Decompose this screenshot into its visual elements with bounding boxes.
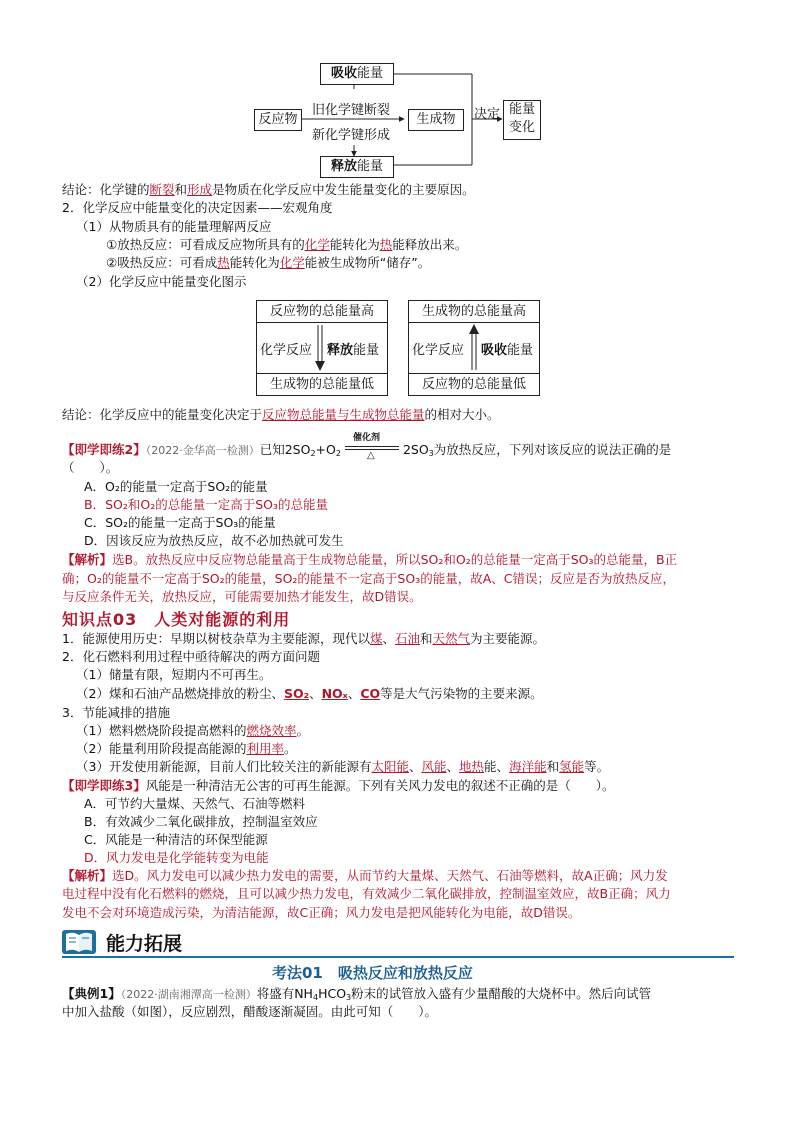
method-01-title: 考法01 吸热反应和放热反应 [272,964,473,982]
k03-line3b [76,741,297,757]
source: （2022·湖南湘潭高一检测） [120,988,257,1001]
practice-3-answer-3: 发电不会对环境造成污染，为清洁能源，故C正确；风力发电是把风能转化为电能，故D错误。 [62,905,581,920]
practice-3-question [62,778,614,794]
text: 。 [296,723,309,738]
text: +O [315,442,336,457]
knowledge-03-heading: 知识点03 人类对能源的利用 [62,610,291,629]
example-tag: 【典例1】 [62,986,121,1001]
practice-3-answer-2: 电过程中没有化石燃料的燃烧，且可以减少热力发电，有效减少二氧化碳排放，控制温室效应，故B正确；风力 [62,886,671,901]
old-bond-label: 旧化学键断裂 [312,103,391,118]
release-bold: 释放 [327,343,354,358]
reactant-low-label: 反应物的总能量低 [409,373,539,395]
text: 为放热反应，下列对该反应的说法正确的是 [433,442,672,457]
text: 能被生成物所“储存”。 [304,255,431,270]
text: 和 [174,182,188,197]
keyword: 煤 [369,631,383,646]
text: （3）开发使用新能源，目前人们比较关注的新能源有 [76,759,372,774]
k03-line3a [76,723,309,739]
text: 将盛有NH [256,986,313,1001]
text: HCO [318,986,347,1001]
heat-label: △ [366,449,375,461]
text: 能、 [484,759,510,774]
keyword: 地热 [459,759,485,774]
option-b: B．有效减少二氧化碳排放，控制温室效应 [84,814,318,829]
text: 结论：化学键的 [62,182,150,197]
text: 、 [309,686,322,701]
keyword: 天然气 [432,631,471,646]
k03-line2a: （1）储量有限，短期内不可再生。 [76,667,272,682]
text: 能释放出来。 [392,237,468,252]
practice-tag: 【即学即练2】 [62,442,146,457]
text: 和 [546,759,560,774]
keyword: 热 [379,237,393,252]
text: 等。 [584,759,610,774]
reactant-high-label: 反应物的总能量高 [257,301,387,323]
text: （2）能量利用阶段提高能源的 [76,741,247,756]
exothermic-definition [106,237,467,253]
endothermic-diagram [408,300,540,396]
section-2-sub1: （1）从物质具有的能量理解两反应 [76,219,272,234]
section-2-sub2: （2）化学反应中能量变化图示 [76,274,247,289]
keyword: 断裂 [149,182,175,197]
text: 。 [283,741,297,756]
keyword: 燃烧效率 [246,723,297,738]
catalyst-label: 催化剂 [352,432,380,443]
text: 已知2SO [259,442,311,457]
text: 选D。风力发电可以减少热力发电的需要，从而节约大量煤、天然气、石油等燃料，故A正确；风力发 [112,868,668,883]
option-a: A．O₂的能量一定高于SO₂的能量 [84,479,268,494]
conclusion-2 [62,407,500,423]
release-energy-label [327,339,379,358]
practice-2-blank: （ ）。 [62,460,119,475]
keyword: 形成 [187,182,213,197]
keyword: 太阳能 [371,759,409,774]
text: 、 [408,759,422,774]
down-arrow-icon [315,325,325,371]
ability-title: 能力拓展 [106,933,183,955]
option-c: C．风能是一种清洁的环保型能源 [84,832,268,847]
text: 为主要能源。 [470,631,546,646]
keyword: 石油 [395,631,421,646]
keyword: 风能 [421,759,447,774]
reaction-label: 化学反应 [260,343,313,358]
energy-change-box: 能量变化 [503,100,541,140]
text: ①放热反应：可看成反应物所具有的 [106,237,305,252]
up-arrow-icon [469,324,479,370]
keyword: 利用率 [246,741,284,756]
product-box: 生成物 [408,109,464,131]
text: 结论：化学反应中的能量变化决定于 [62,407,263,422]
text: 粉末的试管放入盛有少量醋酸的大烧杯中。然后向试管 [351,986,652,1001]
product-low-label: 生成物的总能量低 [257,373,387,395]
energy-label: 能量 [357,66,384,81]
k03-line2b [76,686,543,702]
energy-label: 能量 [357,159,384,174]
release-energy-box [320,156,394,178]
exothermic-diagram [256,300,388,396]
new-bond-label: 新化学键形成 [312,128,391,143]
text: ②吸热反应：可看成 [106,255,218,270]
decide-label: 决定 [474,107,501,122]
practice-3-answer-1 [62,868,668,884]
option-a: A．可节约大量煤、天然气、石油等燃料 [84,796,306,811]
keyword: 化学 [304,237,330,252]
keyword: CO [360,686,381,701]
text: 和 [420,631,433,646]
option-d: D．因该反应为放热反应，故不必加热就可发生 [84,533,344,548]
reaction-arrow [341,432,403,461]
absorb-energy-box [320,63,394,85]
option-d: D．风力发电是化学能转变为电能 [84,850,269,865]
energy-text: 能量 [353,343,380,358]
keyword: 热 [217,255,230,270]
absorb-bold: 吸收 [481,343,508,358]
energy-text: 能量 [507,343,534,358]
text: 、 [446,759,460,774]
endothermic-definition [106,255,430,271]
text: 、 [382,631,395,646]
k03-line1 [62,631,545,647]
text: 风能是一种清洁无公害的可再生能源。下列有关风力发电的叙述不正确的是（ ）。 [145,778,615,793]
k03-line3: 3．节能减排的措施 [62,705,170,720]
option-b: B．SO₂和O₂的总能量一定高于SO₃的总能量 [84,497,328,512]
answer-tag: 【解析】 [62,868,113,883]
keyword: SO₂ [283,686,310,701]
absorb-energy-label [481,339,533,358]
option-c: C．SO₂的能量一定高于SO₃的能量 [84,515,276,530]
text: 能转化为 [329,237,380,252]
reactant-box: 反应物 [254,109,302,131]
text: 是物质在化学反应中发生能量变化的主要原因。 [212,182,475,197]
book-icon [60,926,100,958]
practice-tag: 【即学即练3】 [62,778,146,793]
practice-2-question: 【即学即练2】（2022·金华高一检测）已知$2SO_2+O_2$ 催化剂 △ $2SO_3$为放热反应，下列对该反应的说法正确的是 [62,442,671,462]
practice-2-answer-2: 确；O₂的能量不一定高于SO₂的能量，SO₂的能量不一定高于SO₃的能量，故A、C错误；反应是否为放热反应， [62,571,675,586]
text: （2）煤和石油产品燃烧排放的粉尘、 [76,686,284,701]
text: 、 [347,686,361,701]
keyword: 化学 [279,255,305,270]
k03-line2: 2．化石燃料利用过程中亟待解决的两方面问题 [62,649,320,664]
section-2-title: 2．化学反应中能量变化的决定因素——宏观角度 [62,200,333,215]
conclusion-1 [62,182,475,198]
text: 选B。放热反应中反应物总能量高于生成物总能量，所以SO₂和O₂的总能量一定高于SO₃的总能量，B正 [112,552,678,567]
keyword: 氢能 [559,759,585,774]
practice-2-answer-3: 与反应条件无关，放热反应，可能需要加热才能发生，故D错误。 [62,589,422,604]
keyword: 海洋能 [509,759,547,774]
reaction-label: 化学反应 [412,343,465,358]
answer-tag: 【解析】 [62,552,113,567]
text: 1．能源使用历史：早期以树枝杂草为主要能源，现代以 [62,631,370,646]
text: （1）燃料燃烧阶段提高燃料的 [76,723,247,738]
product-high-label: 生成物的总能量高 [409,301,539,323]
section-divider [62,956,734,958]
text: 2SO [402,442,429,457]
release-label: 释放 [330,159,357,174]
source: （2022·金华高一检测） [145,444,260,457]
text: 等是大气污染物的主要来源。 [380,686,543,701]
keyword: 反应物总能量与生成物总能量 [262,407,425,422]
absorb-label: 吸收 [330,66,357,81]
text: 的相对大小。 [424,407,500,422]
example-1-line2: 中加入盐酸（如图），反应剧烈，醋酸逐渐凝固。由此可知（ ）。 [62,1004,438,1019]
example-1-line1: 【典例1】（2022·湖南湘潭高一检测）将盛有$NH_4HCO_3$粉末的试管放入盛有少量醋酸的大烧杯中。然后向试管 [62,986,652,1002]
text: 能转化为 [229,255,280,270]
practice-2-answer-1 [62,552,677,568]
k03-line3c [76,759,609,775]
keyword: NOₓ [321,686,348,701]
